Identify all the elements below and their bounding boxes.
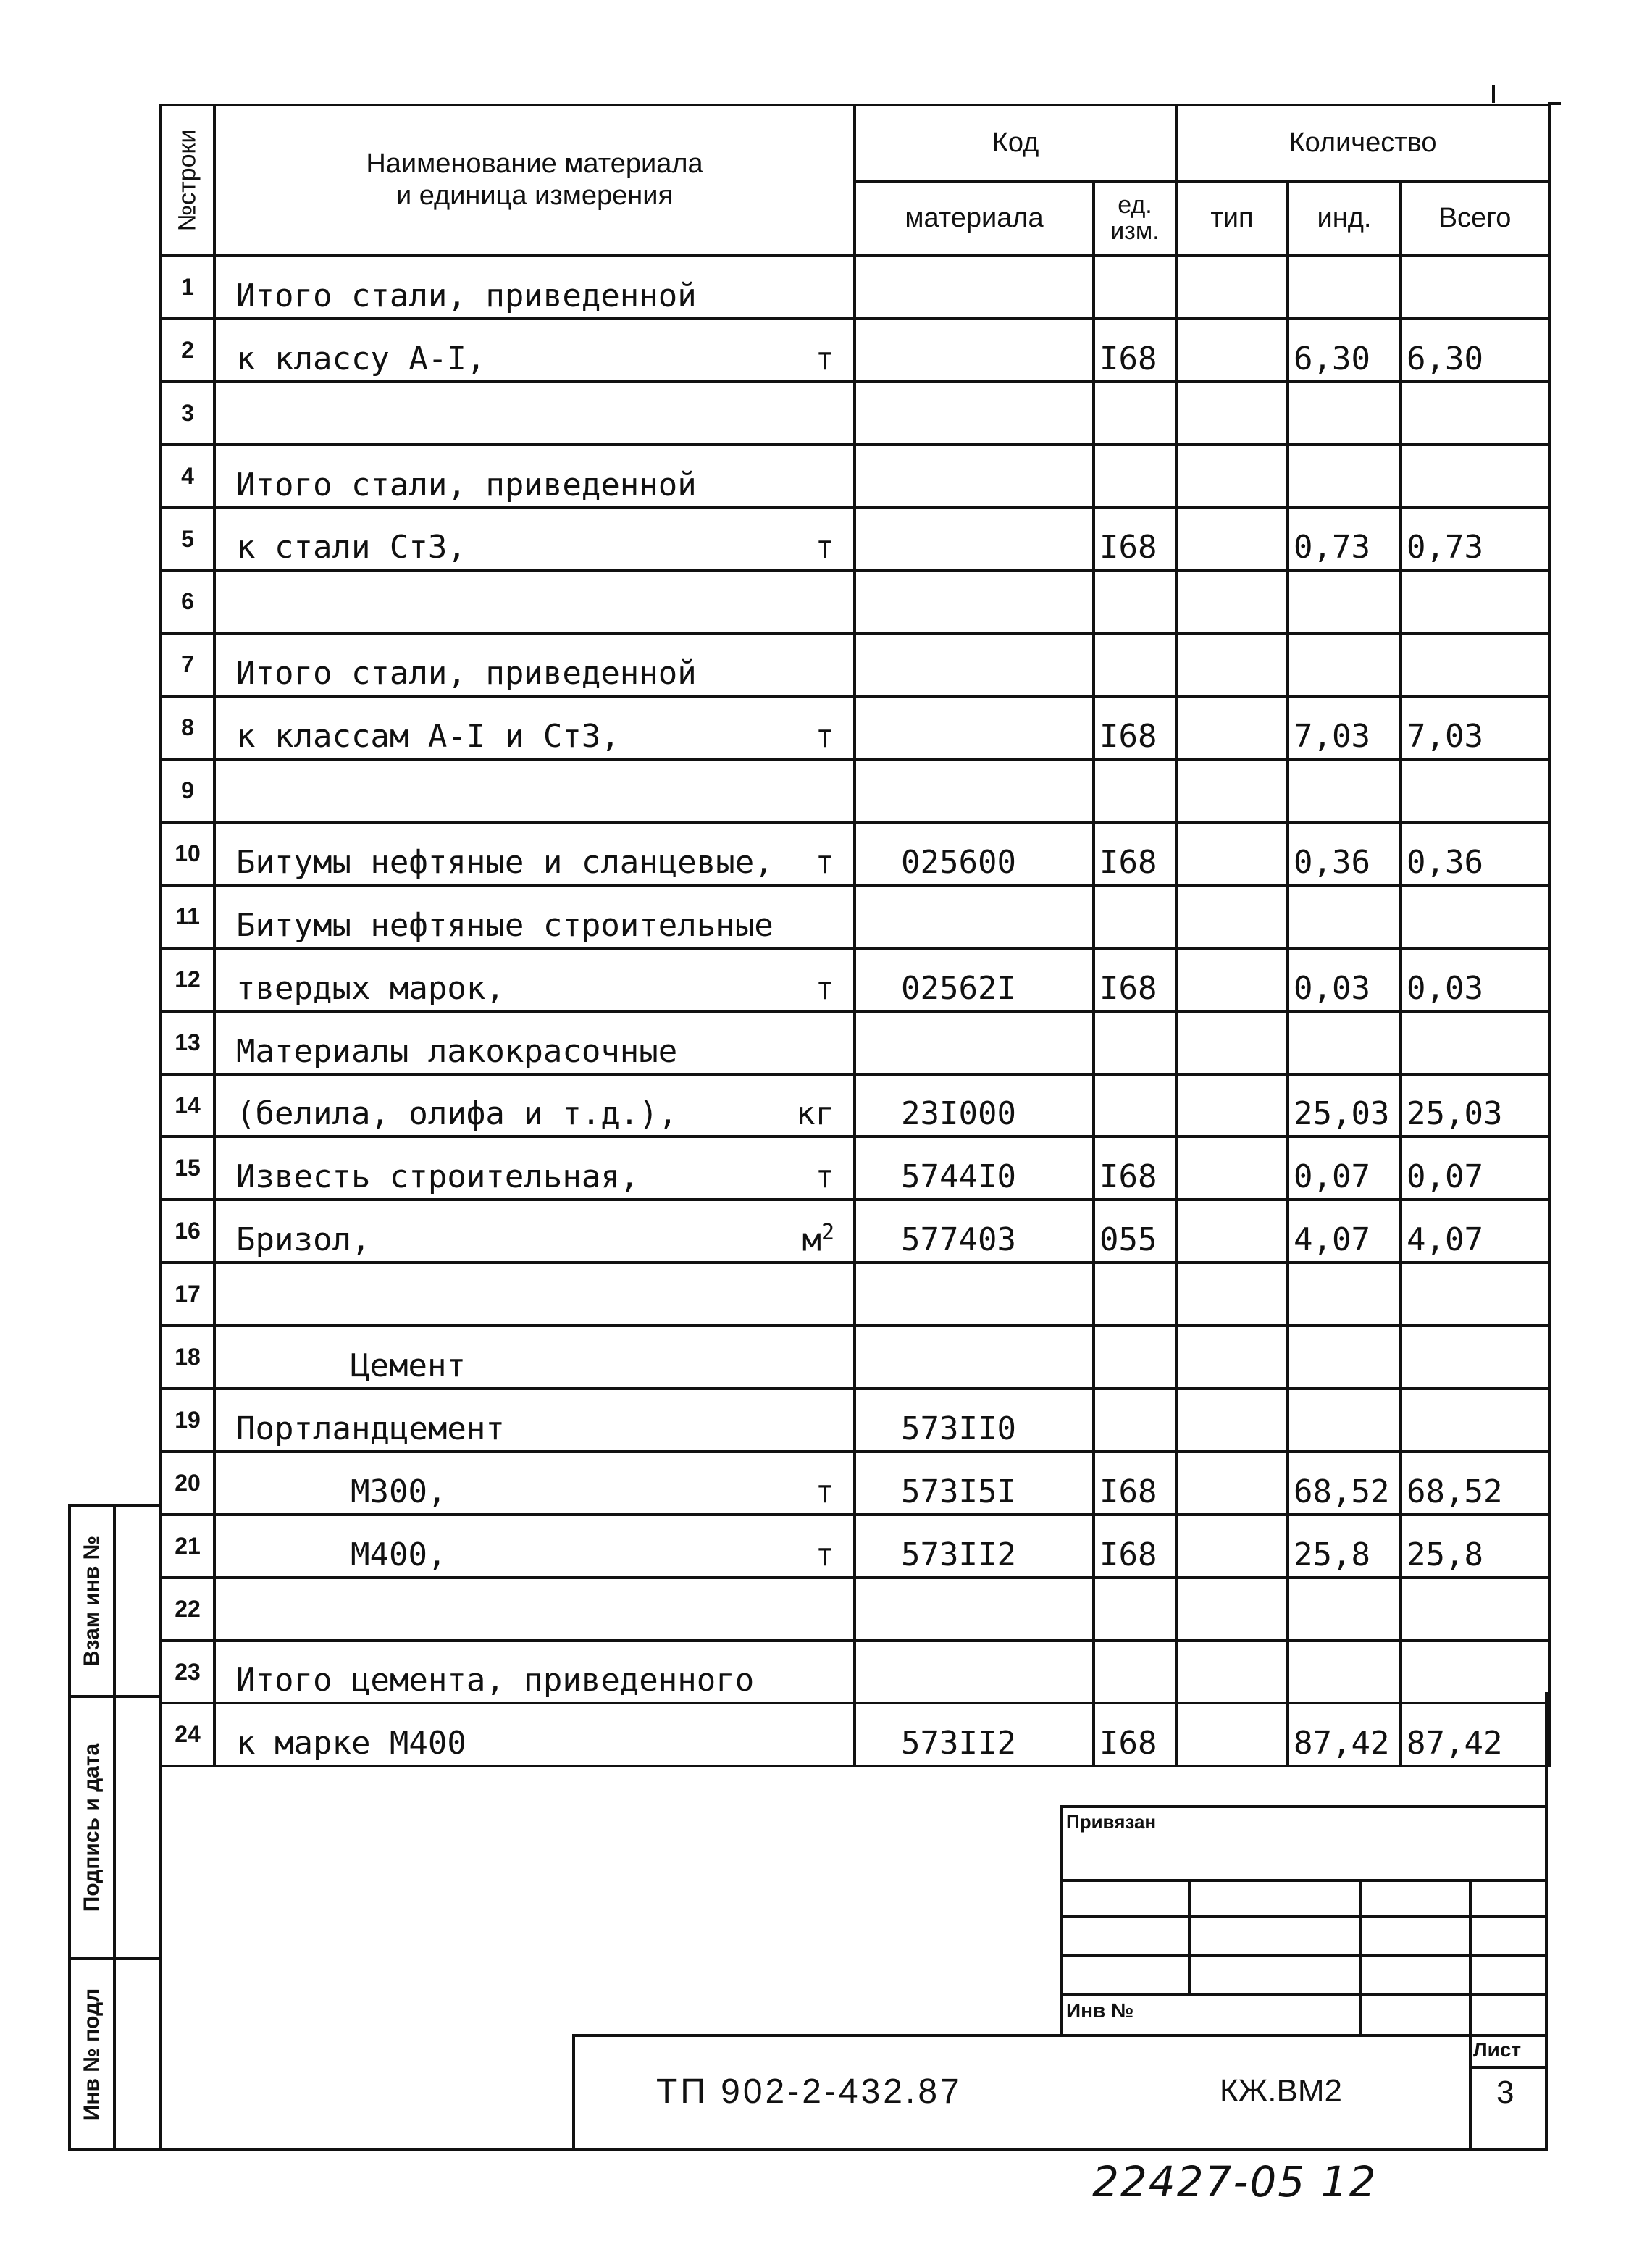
header-qty-ind: инд.: [1288, 182, 1401, 256]
table-row: [161, 256, 1549, 319]
header-qty-total: Всего: [1401, 182, 1549, 256]
quantity-total: 6,30: [1401, 319, 1549, 382]
stamp-podpis-data: [68, 1695, 116, 1960]
quantity-type: [1176, 1011, 1288, 1074]
table-row: [161, 759, 1549, 822]
quantity-type: [1176, 696, 1288, 759]
row-number: 5: [161, 508, 214, 571]
row-number: 17: [161, 1263, 214, 1326]
material-code: [855, 759, 1094, 822]
row-number: 13: [161, 1011, 214, 1074]
material-code: [855, 256, 1094, 319]
unit-code: [1094, 445, 1176, 508]
unit-code: [1094, 382, 1176, 445]
material-name-cell: [214, 822, 855, 885]
unit-code: [1094, 570, 1176, 633]
table-body: [161, 256, 1549, 1766]
quantity-ind: 87,42: [1288, 1703, 1401, 1766]
quantity-total: 4,07: [1401, 1200, 1549, 1263]
quantity-total: [1401, 1641, 1549, 1704]
privyazan-label: Привязан: [1066, 1811, 1157, 1833]
header-code-unit: ед. изм.: [1094, 182, 1176, 256]
table-row: [161, 1578, 1549, 1641]
quantity-ind: 25,8: [1288, 1515, 1401, 1578]
table-row: [161, 570, 1549, 633]
material-name: к классу А-I,: [236, 340, 486, 377]
material-name: Бризол,: [236, 1221, 371, 1259]
sheet-number: 3: [1496, 2075, 1514, 2110]
unit-code: [1094, 1326, 1176, 1389]
quantity-ind: [1288, 885, 1401, 948]
tb-vline-3: [1469, 1879, 1472, 2151]
sheet-label: Лист: [1473, 2038, 1522, 2061]
material-name: к стали Ст3,: [236, 529, 466, 566]
material-unit: т: [815, 340, 834, 377]
row-number: 15: [161, 1137, 214, 1200]
quantity-type: [1176, 382, 1288, 445]
quantity-type: [1176, 319, 1288, 382]
table-row: [161, 382, 1549, 445]
material-code: [855, 1326, 1094, 1389]
material-code: 23I000: [855, 1074, 1094, 1137]
material-code: [855, 1263, 1094, 1326]
material-code: [855, 696, 1094, 759]
table-row: [161, 1263, 1549, 1326]
frame-right-line: [1545, 1692, 1548, 2151]
row-number: 18: [161, 1326, 214, 1389]
table-row: [161, 1074, 1549, 1137]
material-name-cell: [214, 570, 855, 633]
quantity-total: 25,8: [1401, 1515, 1549, 1578]
stamp-inv-podl-label: Инв № подл: [80, 1988, 104, 2121]
quantity-type: [1176, 1578, 1288, 1641]
material-name-cell: [214, 1137, 855, 1200]
tb-line-2: [1060, 1915, 1548, 1918]
quantity-total: 25,03: [1401, 1074, 1549, 1137]
quantity-type: [1176, 1389, 1288, 1452]
material-name: Итого цемента, приведенного: [236, 1662, 755, 1699]
material-code: [855, 633, 1094, 696]
stamp-vzam-inv-value: [113, 1504, 162, 1698]
unit-code: [1094, 1074, 1176, 1137]
document-code: ТП 902-2-432.87: [656, 2072, 963, 2111]
unit-code: I68: [1094, 1703, 1176, 1766]
frame-bottom-line: [159, 2148, 1548, 2151]
quantity-total: [1401, 633, 1549, 696]
header-code-group: Код: [855, 105, 1176, 182]
material-name: к марке М400: [236, 1725, 466, 1762]
material-name-cell: [214, 1515, 855, 1578]
tb-line-3: [1060, 1954, 1548, 1957]
quantity-total: 0,73: [1401, 508, 1549, 571]
quantity-type: [1176, 885, 1288, 948]
row-number: 19: [161, 1389, 214, 1452]
handwritten-registry-number: 22427-05 12: [1092, 2157, 1378, 2206]
quantity-ind: [1288, 256, 1401, 319]
material-unit: т: [815, 969, 834, 1007]
unit-code: [1094, 1578, 1176, 1641]
table-row: [161, 696, 1549, 759]
table-row: [161, 319, 1549, 382]
quantity-ind: [1288, 570, 1401, 633]
quantity-ind: 7,03: [1288, 696, 1401, 759]
material-name: Битумы нефтяные строительные: [236, 906, 774, 944]
unit-code: I68: [1094, 1515, 1176, 1578]
unit-code: [1094, 759, 1176, 822]
material-name-cell: [214, 1389, 855, 1452]
quantity-ind: [1288, 633, 1401, 696]
quantity-type: [1176, 1703, 1288, 1766]
row-number: 20: [161, 1452, 214, 1515]
material-name-cell: [214, 1011, 855, 1074]
tb-vline-2: [1359, 1879, 1362, 2037]
quantity-total: [1401, 1389, 1549, 1452]
header-code-material: материала: [855, 182, 1094, 256]
material-code: 573II2: [855, 1703, 1094, 1766]
material-code: 02562I: [855, 948, 1094, 1011]
material-name: Итого стали, приведенной: [236, 655, 697, 692]
quantity-ind: [1288, 1389, 1401, 1452]
quantity-total: [1401, 885, 1549, 948]
material-code: 577403: [855, 1200, 1094, 1263]
material-code: [855, 570, 1094, 633]
material-unit: т: [815, 1473, 834, 1510]
quantity-total: [1401, 1326, 1549, 1389]
quantity-total: 0,03: [1401, 948, 1549, 1011]
row-number: 11: [161, 885, 214, 948]
corner-tick: [1492, 85, 1495, 103]
material-code: [855, 319, 1094, 382]
stamp-vzam-inv: [68, 1504, 116, 1698]
unit-code: I68: [1094, 1452, 1176, 1515]
material-name-cell: [214, 382, 855, 445]
header-row-number: №строки: [161, 105, 214, 256]
material-code: [855, 1011, 1094, 1074]
table-row: [161, 1137, 1549, 1200]
row-number: 7: [161, 633, 214, 696]
unit-code: I68: [1094, 822, 1176, 885]
quantity-type: [1176, 948, 1288, 1011]
material-name: М400,: [351, 1536, 447, 1573]
quantity-ind: 6,30: [1288, 319, 1401, 382]
material-name-cell: [214, 885, 855, 948]
stamp-podpis-data-label: Подпись и дата: [80, 1743, 104, 1912]
privyazan-top-line: [1060, 1805, 1548, 1808]
row-number: 1: [161, 256, 214, 319]
stamp-inv-podl-value: [113, 1957, 162, 2151]
quantity-type: [1176, 1452, 1288, 1515]
quantity-type: [1176, 1263, 1288, 1326]
material-name-cell: [214, 1326, 855, 1389]
table-row: [161, 445, 1549, 508]
row-number: 3: [161, 382, 214, 445]
quantity-total: [1401, 1578, 1549, 1641]
stamp-vzam-inv-label: Взам инв №: [80, 1535, 104, 1667]
row-number: 12: [161, 948, 214, 1011]
table-row: [161, 885, 1549, 948]
unit-code: I68: [1094, 1137, 1176, 1200]
material-unit: т: [815, 529, 834, 566]
quantity-ind: [1288, 1578, 1401, 1641]
quantity-type: [1176, 570, 1288, 633]
material-unit: кг: [796, 1095, 834, 1133]
privyazan-left-line: [1060, 1805, 1063, 2037]
material-code: 573I5I: [855, 1452, 1094, 1515]
material-name-cell: [214, 319, 855, 382]
unit-code: [1094, 633, 1176, 696]
material-unit: т: [815, 1158, 834, 1196]
quantity-ind: 68,52: [1288, 1452, 1401, 1515]
frame-left-line: [159, 1692, 162, 2151]
quantity-type: [1176, 1515, 1288, 1578]
material-name-cell: [214, 1263, 855, 1326]
title-row-top-line: [572, 2034, 1548, 2037]
quantity-total: [1401, 382, 1549, 445]
quantity-total: 0,07: [1401, 1137, 1549, 1200]
material-unit: т: [815, 843, 834, 881]
table-row: [161, 633, 1549, 696]
table-row: [161, 1389, 1549, 1452]
table-row: [161, 1641, 1549, 1704]
header-material-name: Наименование материала и единица измерения: [214, 105, 855, 256]
material-name: Портландцемент: [236, 1410, 505, 1447]
material-code: [855, 1641, 1094, 1704]
material-name-cell: [214, 696, 855, 759]
header-quantity-group: Количество: [1176, 105, 1549, 182]
material-code: 5744I0: [855, 1137, 1094, 1200]
material-name: Цемент: [351, 1347, 466, 1385]
inv-no-label: Инв №: [1066, 1999, 1134, 2022]
material-code: [855, 445, 1094, 508]
stamp-inv-podl: [68, 1957, 116, 2151]
quantity-ind: [1288, 445, 1401, 508]
material-name-cell: [214, 948, 855, 1011]
table-row: [161, 948, 1549, 1011]
row-number: 9: [161, 759, 214, 822]
table-row: [161, 822, 1549, 885]
material-unit: $м^2$: [802, 1219, 834, 1259]
material-name-cell: [214, 508, 855, 571]
row-number: 22: [161, 1578, 214, 1641]
unit-code: I68: [1094, 696, 1176, 759]
quantity-total: [1401, 759, 1549, 822]
tb-vline-1: [1188, 1879, 1191, 1993]
material-name-cell: [214, 1641, 855, 1704]
table-row: [161, 1452, 1549, 1515]
quantity-type: [1176, 508, 1288, 571]
table-row: [161, 1703, 1549, 1766]
quantity-total: [1401, 256, 1549, 319]
unit-code: 055: [1094, 1200, 1176, 1263]
row-number: 2: [161, 319, 214, 382]
row-number: 10: [161, 822, 214, 885]
material-name-cell: [214, 633, 855, 696]
material-unit: т: [815, 718, 834, 756]
quantity-type: [1176, 1137, 1288, 1200]
material-name-cell: [214, 1074, 855, 1137]
document-mark: КЖ.ВМ2: [1220, 2073, 1342, 2109]
quantity-type: [1176, 1200, 1288, 1263]
quantity-type: [1176, 1074, 1288, 1137]
material-name: М300,: [351, 1473, 447, 1510]
material-code: [855, 885, 1094, 948]
material-name-cell: [214, 1578, 855, 1641]
quantity-ind: [1288, 1641, 1401, 1704]
row-number: 4: [161, 445, 214, 508]
quantity-total: [1401, 570, 1549, 633]
material-name: твердых марок,: [236, 969, 505, 1007]
header-qty-type: тип: [1176, 182, 1288, 256]
quantity-type: [1176, 1326, 1288, 1389]
material-code: [855, 508, 1094, 571]
row-number: 6: [161, 570, 214, 633]
quantity-type: [1176, 759, 1288, 822]
quantity-type: [1176, 822, 1288, 885]
material-code: 573II2: [855, 1515, 1094, 1578]
table-row: [161, 1011, 1549, 1074]
quantity-ind: [1288, 382, 1401, 445]
unit-code: [1094, 885, 1176, 948]
quantity-ind: [1288, 1011, 1401, 1074]
material-name: Итого стали, приведенной: [236, 466, 697, 503]
table-row: [161, 1200, 1549, 1263]
quantity-type: [1176, 1641, 1288, 1704]
quantity-ind: 0,36: [1288, 822, 1401, 885]
material-name-cell: [214, 759, 855, 822]
row-number: 16: [161, 1200, 214, 1263]
tb-line-4: [1060, 1993, 1548, 1996]
material-code: 025600: [855, 822, 1094, 885]
material-name: Материалы лакокрасочные: [236, 1032, 678, 1070]
material-name: к классам А-I и Ст3,: [236, 718, 620, 756]
table-row: [161, 508, 1549, 571]
row-number: 24: [161, 1703, 214, 1766]
sheet-label-line: [1469, 2066, 1548, 2069]
table-row: [161, 1515, 1549, 1578]
quantity-total: [1401, 1011, 1549, 1074]
material-name-cell: [214, 445, 855, 508]
quantity-total: [1401, 1263, 1549, 1326]
unit-code: I68: [1094, 319, 1176, 382]
quantity-total: 68,52: [1401, 1452, 1549, 1515]
material-name-cell: [214, 1703, 855, 1766]
material-spec-table: [159, 104, 1551, 1767]
material-name: (белила, олифа и т.д.),: [236, 1095, 678, 1133]
unit-code: [1094, 1641, 1176, 1704]
quantity-total: 7,03: [1401, 696, 1549, 759]
unit-code: [1094, 256, 1176, 319]
unit-code: I68: [1094, 948, 1176, 1011]
quantity-ind: 0,73: [1288, 508, 1401, 571]
material-name-cell: [214, 1200, 855, 1263]
material-name: Известь строительная,: [236, 1158, 640, 1196]
table-row: [161, 1326, 1549, 1389]
quantity-total: 87,42: [1401, 1703, 1549, 1766]
quantity-total: 0,36: [1401, 822, 1549, 885]
material-name: Битумы нефтяные и сланцевые,: [236, 843, 774, 881]
quantity-type: [1176, 633, 1288, 696]
quantity-type: [1176, 445, 1288, 508]
material-name-cell: [214, 256, 855, 319]
row-number: 8: [161, 696, 214, 759]
row-number: 23: [161, 1641, 214, 1704]
row-number: 21: [161, 1515, 214, 1578]
material-unit: т: [815, 1536, 834, 1573]
quantity-type: [1176, 256, 1288, 319]
quantity-ind: 0,07: [1288, 1137, 1401, 1200]
tb-line-1: [1060, 1879, 1548, 1882]
quantity-ind: 4,07: [1288, 1200, 1401, 1263]
title-row-left-line: [572, 2034, 575, 2151]
quantity-ind: 0,03: [1288, 948, 1401, 1011]
unit-code: [1094, 1389, 1176, 1452]
quantity-ind: [1288, 1263, 1401, 1326]
material-name-cell: [214, 1452, 855, 1515]
quantity-ind: 25,03: [1288, 1074, 1401, 1137]
row-number: 14: [161, 1074, 214, 1137]
unit-code: [1094, 1011, 1176, 1074]
material-code: 573II0: [855, 1389, 1094, 1452]
quantity-total: [1401, 445, 1549, 508]
material-name: Итого стали, приведенной: [236, 277, 697, 314]
material-code: [855, 1578, 1094, 1641]
unit-code: [1094, 1263, 1176, 1326]
quantity-ind: [1288, 1326, 1401, 1389]
quantity-ind: [1288, 759, 1401, 822]
stamp-podpis-data-value: [113, 1695, 162, 1960]
unit-code: I68: [1094, 508, 1176, 571]
material-code: [855, 382, 1094, 445]
